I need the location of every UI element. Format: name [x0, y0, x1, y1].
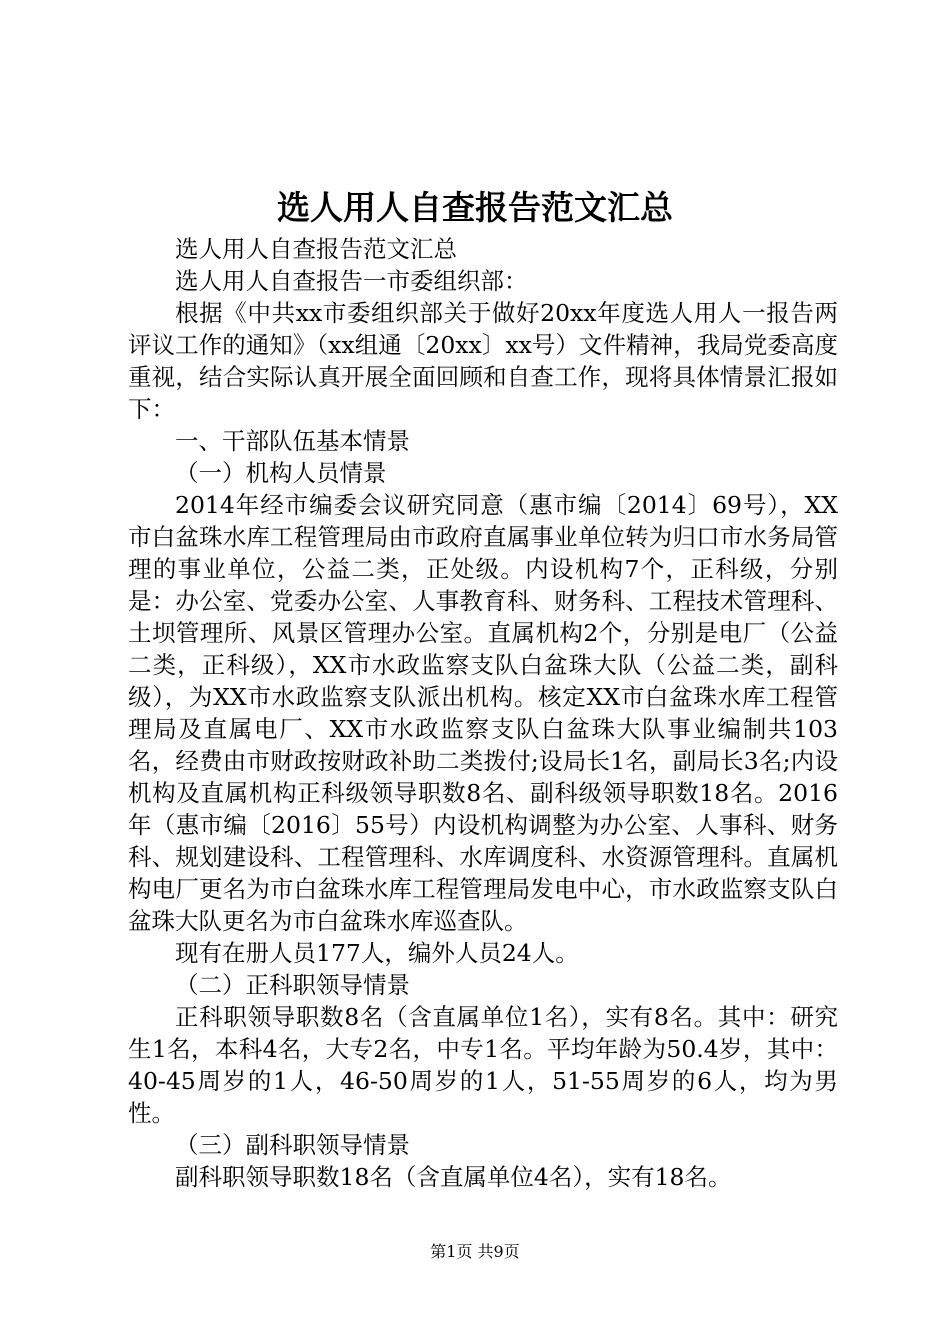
document-body [128, 233, 838, 1193]
page-footer: 第1页 共9页 [430, 1242, 520, 1261]
section-heading: 一、干部队伍基本情景 [175, 427, 410, 455]
document-title: 选人用人自查报告范文汇总 [277, 188, 673, 227]
paragraph: 2014年经市编委会议研究同意（惠市编〔2014〕69号），XX市白盆珠水库工程管理局由市政府直属事业单位转为归口市水务局管理的事业单位，公益二类，正处级。内设机构7个，正科级，分别是：办公室、党委办公室、人事教育科、财务科、工程技术管理科、土坝管理所、风景区管理办公室。直属机构2个，分别是电厂（公益二类，正科级），XX市水政监察支队白盆珠大队（公益二类，副科级），为XX市水政监察支队派出机构。核定XX市白盆珠水库工程管理局及直属电厂、XX市水政监察支队白盆珠大队事业编制共103名，经费由市财政按财政补助二类拨付;设局长1名，副局长3名;内设机构及直属机构正科级领导职数8名、副科级领导职数18名。2016年（惠市编〔2016〕55号）内设机构调整为办公室、人事科、财务科、规划建设科、工程管理科、水库调度科、水资源管理科。直属机构电厂更名为市白盆珠水库工程管理局发电中心，市水政监察支队白盆珠大队更名为市白盆珠水库巡查队。 [128, 491, 838, 935]
paragraph: 根据《中共xx市委组织部关于做好20xx年度选人用人一报告两评议工作的通知》（xx组通〔20xx〕xx号）文件精神，我局党委高度重视，结合实际认真开展全面回顾和自查工作，现将具体情景汇报如下： [128, 299, 838, 423]
subsection-heading: （一）机构人员情景 [175, 459, 387, 487]
subsection-heading: （二）正科职领导情景 [175, 971, 410, 999]
paragraph: 现有在册人员177人，编外人员24人。 [175, 939, 579, 967]
paragraph: 选人用人自查报告一市委组织部： [175, 267, 528, 295]
paragraph: 选人用人自查报告范文汇总 [175, 235, 457, 263]
subsection-heading: （三）副科职领导情景 [175, 1131, 410, 1159]
paragraph: 正科职领导职数8名（含直属单位1名），实有8名。其中：研究生1名，本科4名，大专2名，中专1名。平均年龄为50.4岁，其中：40-45周岁的1人，46-50周岁的1人，51-55周岁的6人，均为男性。 [128, 1003, 838, 1127]
paragraph: 副科职领导职数18名（含直属单位4名），实有18名。 [175, 1163, 732, 1191]
